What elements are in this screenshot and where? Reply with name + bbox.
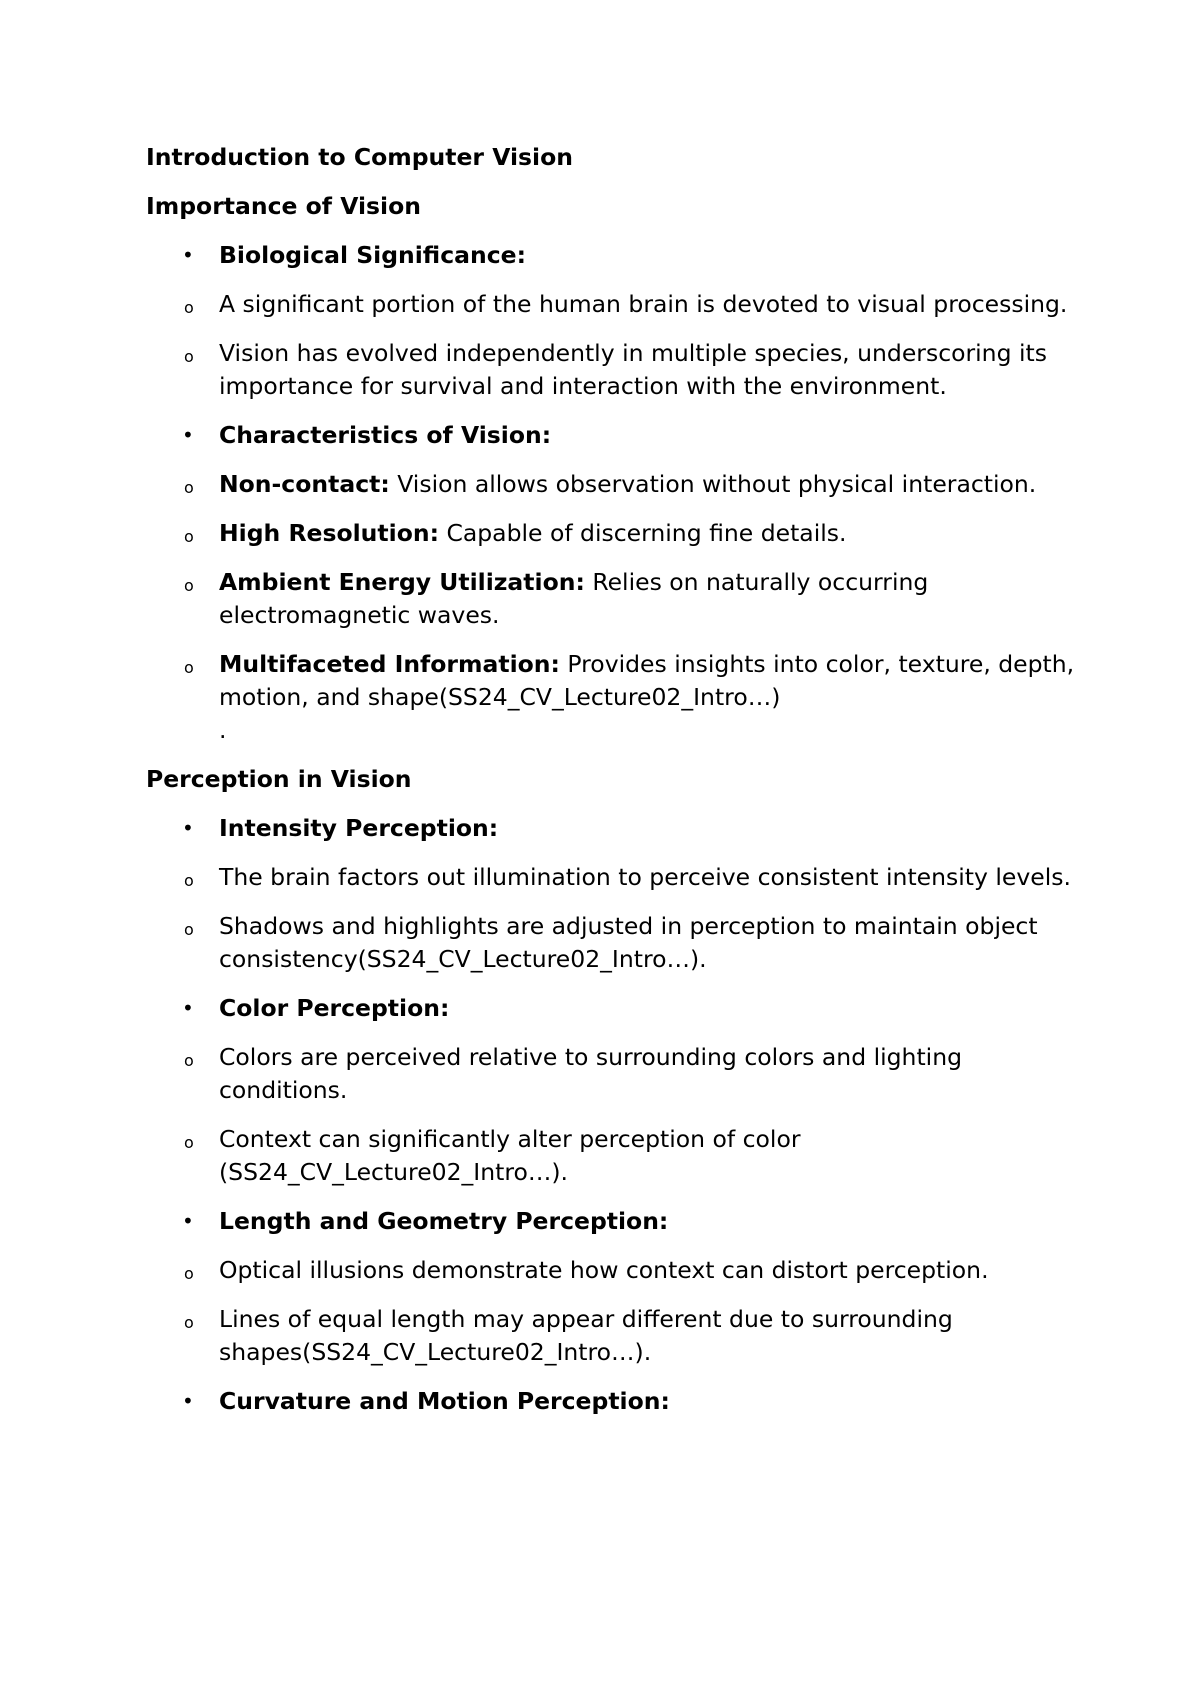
sub-bullet-list	[184, 288, 1076, 403]
sub-item-text: The brain factors out illumination to perceive consistent intensity levels.	[219, 863, 1071, 891]
circle-bullet-icon: o	[184, 347, 194, 366]
trailing-period: .	[219, 716, 227, 744]
list-item-label: Biological Significance:	[219, 241, 527, 269]
list-item	[146, 419, 1076, 747]
list-item-label: Characteristics of Vision:	[219, 421, 552, 449]
sub-item-text: Vision has evolved independently in multiple species, underscoring its importance for survival and interaction with the environment.	[219, 339, 1047, 400]
bullet-icon: •	[182, 1209, 194, 1233]
list-item	[146, 1205, 1076, 1369]
list-item-label: Intensity Perception:	[219, 814, 499, 842]
sub-item-text: Capable of discerning fine details.	[438, 519, 847, 547]
sub-bullet-list	[184, 1041, 1076, 1189]
circle-bullet-icon: o	[184, 478, 194, 497]
circle-bullet-icon: o	[184, 658, 194, 677]
document-body	[146, 141, 1076, 1434]
list-item	[146, 812, 1076, 976]
sub-item-text: Relies on naturally occurring electromagnetic waves.	[219, 568, 929, 629]
circle-bullet-icon: o	[184, 1264, 194, 1283]
term-label: Ambient Energy Utilization:	[219, 568, 585, 596]
term-label: Multifaceted Information:	[219, 650, 560, 678]
list-item-label: Curvature and Motion Perception:	[219, 1387, 670, 1415]
sub-list-item	[184, 861, 1076, 894]
sub-item-text: Colors are perceived relative to surrounding colors and lighting conditions.	[219, 1043, 963, 1104]
term-label: Non-contact:	[219, 470, 390, 498]
sub-list-item	[184, 468, 1076, 501]
sub-list-item	[184, 566, 1076, 632]
list-item	[146, 239, 1076, 403]
circle-bullet-icon: o	[184, 1313, 194, 1332]
bullet-list	[146, 239, 1076, 747]
document-title: Introduction to Computer Vision	[146, 143, 573, 171]
term-label: High Resolution:	[219, 519, 439, 547]
circle-bullet-icon: o	[184, 298, 194, 317]
section-heading: Importance of Vision	[146, 192, 421, 220]
circle-bullet-icon: o	[184, 920, 194, 939]
sub-list-item	[184, 648, 1076, 747]
sub-item-text: Optical illusions demonstrate how context can distort perception.	[219, 1256, 989, 1284]
sub-bullet-list	[184, 861, 1076, 976]
sub-item-text: A significant portion of the human brain is devoted to visual processing.	[219, 290, 1068, 318]
bullet-icon: •	[182, 243, 194, 267]
list-item-label: Color Perception:	[219, 994, 450, 1022]
bullet-icon: •	[182, 816, 194, 840]
sub-list-item	[184, 1254, 1076, 1287]
bullet-list	[146, 812, 1076, 1418]
sub-list-item	[184, 1303, 1076, 1369]
sub-item-text: Shadows and highlights are adjusted in perception to maintain object consistency(SS24_CV_Lecture02_Intro…).	[219, 912, 1038, 973]
sub-list-item	[184, 337, 1076, 403]
circle-bullet-icon: o	[184, 527, 194, 546]
sections-container	[146, 190, 1076, 1418]
list-item-label: Length and Geometry Perception:	[219, 1207, 669, 1235]
bullet-icon: •	[182, 996, 194, 1020]
sub-item-text: Lines of equal length may appear different due to surrounding shapes(SS24_CV_Lecture02_Intro…).	[219, 1305, 953, 1366]
sub-item-text: Vision allows observation without physical interaction.	[389, 470, 1037, 498]
section-heading: Perception in Vision	[146, 765, 412, 793]
sub-list-item	[184, 910, 1076, 976]
circle-bullet-icon: o	[184, 871, 194, 890]
sub-item-text: Provides insights into color, texture, depth, motion, and shape(SS24_CV_Lecture02_Intro…)	[219, 650, 1075, 711]
sub-list-item	[184, 1123, 1076, 1189]
circle-bullet-icon: o	[184, 1051, 194, 1070]
bullet-icon: •	[182, 423, 194, 447]
circle-bullet-icon: o	[184, 1133, 194, 1152]
list-item	[146, 992, 1076, 1189]
sub-list-item	[184, 1041, 1076, 1107]
sub-list-item	[184, 517, 1076, 550]
circle-bullet-icon: o	[184, 576, 194, 595]
sub-list-item	[184, 288, 1076, 321]
sub-bullet-list	[184, 1254, 1076, 1369]
sub-bullet-list	[184, 468, 1076, 747]
list-item	[146, 1385, 1076, 1418]
bullet-icon: •	[182, 1389, 194, 1413]
sub-item-text: Context can significantly alter perception of color (SS24_CV_Lecture02_Intro…).	[219, 1125, 801, 1186]
